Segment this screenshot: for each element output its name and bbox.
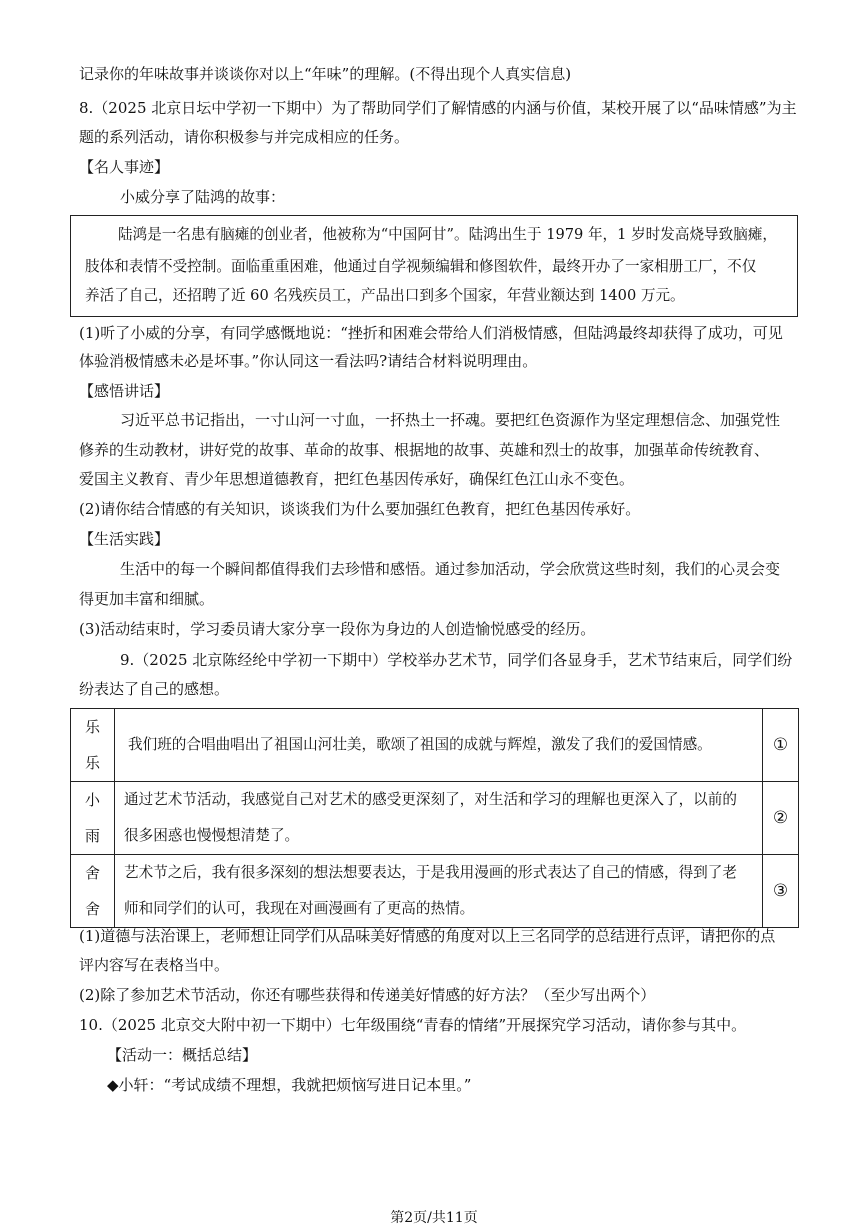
table-row [71,782,799,855]
practice-line-2: 得更加丰富和细腻。 [79,590,215,608]
question-8-1-cont: 体验消极情感未必是坏事。”你认同这一看法吗?请结合材料说明理由。 [79,352,538,370]
comment-cell [115,709,763,782]
name-char: 小 [84,791,100,809]
question-8-stem-cont: 题的系列活动，请你积极参与并完成相应的任务。 [79,128,410,146]
question-9-1-cont: 评内容写在表格当中。 [79,956,230,974]
story-box [70,215,798,317]
question-8-1: (1)听了小威的分享，有同学感慨地说：“挫折和困难会带给人们消极情感，但陆鸿最终却获得了成功，可见 [79,324,783,342]
comment-text: 通过艺术节活动，我感觉自己对艺术的感受更深刻了，对生活和学习的理解也更深入了，以前的 [124,791,737,808]
answer-marker-cell: ③ [763,855,799,928]
section-heading-speech: 【感悟讲话】 [79,382,170,400]
comment-text: 我们班的合唱曲唱出了祖国山河壮美，歌颂了祖国的成就与辉煌，激发了我们的爱国情感。 [128,736,712,753]
comment-text: 师和同学们的认可，我现在对画漫画有了更高的热情。 [124,900,475,917]
question-9-stem-cont: 纷表达了自己的感想。 [79,680,230,698]
question-8-3: (3)活动结束时，学习委员请大家分享一段你为身边的人创造愉悦感受的经历。 [79,620,596,638]
name-char: 雨 [84,827,100,845]
story-intro: 小威分享了陆鸿的故事： [120,188,286,206]
question-8-stem: 8.（2025 北京日坛中学初一下期中）为了帮助同学们了解情感的内涵与价值，某校开展了以“品味情感”为主 [79,99,797,117]
question-9-stem: 9.（2025 北京陈经纶中学初一下期中）学校举办艺术节，同学们各显身手，艺术节结束后，同学们纷 [120,651,793,669]
comment-text: 艺术节之后，我有很多深刻的想法想要表达，于是我用漫画的形式表达了自己的情感，得到了老 [124,864,737,881]
name-char: 舍 [84,864,100,882]
answer-marker-cell: ① [763,709,799,782]
feelings-table [70,708,799,928]
story-line-1: 陆鸿是一名患有脑瘫的创业者，他被称为“中国阿甘”。陆鸿出生于 1979 年，1 岁时发高烧导致脑瘫， [118,226,778,243]
name-char: 乐 [84,754,100,772]
section-heading-celebrity: 【名人事迹】 [79,158,170,176]
answer-marker-cell: ② [763,782,799,855]
question-8-2: (2)请你结合情感的有关知识，谈谈我们为什么要加强红色教育，把红色基因传承好。 [79,500,641,518]
speech-line-2: 修养的生动教材，讲好党的故事、革命的故事、根据地的故事、英雄和烈士的故事，加强革命传统教育、 [79,441,770,459]
comment-cell [115,855,763,928]
comment-cell [115,782,763,855]
question-10-stem: 10.（2025 北京交大附中初一下期中）七年级围绕“青春的情绪”开展探究学习活动，请你参与其中。 [79,1016,747,1034]
student-quote: ◆小轩：“考试成绩不理想，我就把烦恼写进日记本里。” [107,1076,472,1094]
speech-line-3: 爱国主义教育、青少年思想道德教育，把红色基因传承好，确保红色江山永不变色。 [79,470,635,488]
activity-heading: 【活动一：概括总结】 [107,1046,258,1064]
story-line-2: 肢体和表情不受控制。面临重重困难，他通过自学视频编辑和修图软件，最终开办了一家相册工厂，不仅 [85,258,757,275]
story-line-3: 养活了自己，还招聘了近 60 名残疾员工，产品出口到多个国家，年营业额达到 1400 万元。 [85,287,685,304]
student-name-cell [71,782,115,855]
speech-line-1: 习近平总书记指出，一寸山河一寸血，一抔热土一抔魂。要把红色资源作为坚定理想信念、加强党性 [120,411,781,429]
page-number: 第2页/共11页 [390,1210,478,1226]
table-row [71,709,799,782]
comment-text: 很多困惑也慢慢想清楚了。 [124,827,300,844]
student-name-cell [71,709,115,782]
table-row [71,855,799,928]
section-heading-practice: 【生活实践】 [79,530,170,548]
student-name-cell [71,855,115,928]
name-char: 舍 [84,900,100,918]
question-9-1: (1)道德与法治课上，老师想让同学们从品味美好情感的角度对以上三名同学的总结进行点评，请把你的点 [79,927,776,945]
name-char: 乐 [84,718,100,736]
question-9-2: (2)除了参加艺术节活动，你还有哪些获得和传递美好情感的好方法？（至少写出两个） [79,986,656,1004]
text-line: 记录你的年味故事并谈谈你对以上“年味”的理解。(不得出现个人真实信息) [79,65,572,83]
practice-line-1: 生活中的每一个瞬间都值得我们去珍惜和感悟。通过参加活动，学会欣赏这些时刻，我们的心灵会变 [120,560,781,578]
